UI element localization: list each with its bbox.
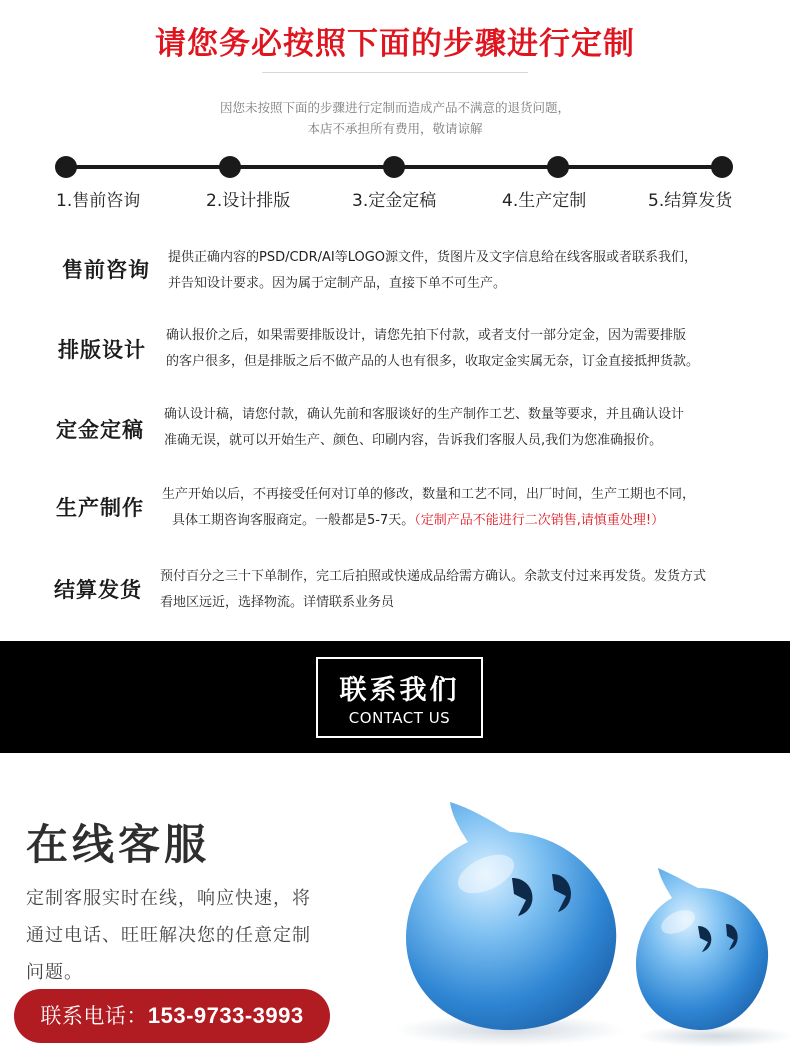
step-label-5: 5.结算发货 — [648, 191, 733, 211]
section-title-presale: 售前咨询 — [62, 258, 150, 282]
section-text: 看地区远近，选择物流。详情联系业务员 — [160, 595, 395, 610]
section-text: 生产开始以后，不再接受任何对订单的修改，数量和工艺不同，出厂时间，生产工期也不同， — [162, 487, 696, 502]
contact-us-subtitle: CONTACT US — [348, 709, 451, 727]
service-desc-line: 问题。 — [26, 962, 83, 983]
section-text: 并告知设计要求。因为属于定制产品，直接下单不可生产。 — [168, 276, 507, 291]
small-mascot-body — [636, 868, 768, 1030]
section-body-layout — [166, 323, 699, 375]
section-body-settlement — [160, 564, 706, 616]
section-body-production — [162, 482, 695, 534]
section-title-layout: 排版设计 — [58, 338, 146, 362]
refund-notice — [0, 97, 790, 139]
section-body-deposit — [164, 402, 684, 454]
contact-us-title: 联系我们 — [339, 675, 460, 706]
contact-phone-button[interactable] — [14, 989, 330, 1043]
service-desc-line: 通过电话、旺旺解决您的任意定制 — [26, 925, 311, 946]
step-label-3: 3.定金定稿 — [352, 191, 437, 211]
step-dot-4 — [547, 156, 569, 178]
phone-number: 153-9733-3993 — [147, 1003, 304, 1028]
wangwang-mascot-icon — [390, 790, 790, 1055]
step-dot-5 — [711, 156, 733, 178]
resale-warning: （定制产品不能进行二次销售,请慎重处理!） — [414, 513, 665, 528]
step-dot-1 — [55, 156, 77, 178]
section-text: 准确无误，就可以开始生产、颜色、印刷内容，告诉我们客服人员,我们为您准确报价。 — [164, 433, 663, 448]
section-title-deposit: 定金定稿 — [56, 418, 144, 442]
section-text: 提供正确内容的PSD/CDR/AI等LOGO源文件，货图片及文字信息给在线客服或者联系我们， — [168, 250, 698, 265]
online-service-description — [26, 880, 346, 991]
section-text: 具体工期咨询客服商定。一般都是5-7天。 — [172, 513, 415, 528]
refund-notice-line1: 因您未按照下面的步骤进行定制而造成产品不满意的退货问题， — [219, 100, 570, 115]
refund-notice-line2: 本店不承担所有费用，敬请谅解 — [307, 121, 483, 136]
title-divider — [262, 72, 528, 73]
section-text: 预付百分之三十下单制作，完工后拍照或快递成品给需方确认。余款支付过来再发货。发货方式 — [160, 569, 707, 584]
page-title: 请您务必按照下面的步骤进行定制 — [155, 26, 635, 62]
service-desc-line: 定制客服实时在线，响应快速，将 — [26, 888, 311, 909]
section-text: 的客户很多，但是排版之后不做产品的人也有很多，收取定金实属无奈，订金直接抵押货款。 — [166, 354, 700, 369]
big-mascot-body — [406, 802, 616, 1030]
phone-label: 联系电话： — [40, 1004, 148, 1028]
step-label-1: 1.售前咨询 — [56, 191, 141, 211]
section-body-presale — [168, 245, 697, 297]
online-service-title: 在线客服 — [26, 820, 211, 869]
section-title-production: 生产制作 — [56, 496, 144, 520]
section-title-settlement: 结算发货 — [54, 578, 142, 602]
step-dot-3 — [383, 156, 405, 178]
wangwang-mascot-illustration — [390, 790, 790, 1055]
section-text: 确认设计稿，请您付款，确认先前和客服谈好的生产制作工艺、数量等要求，并且确认设计 — [164, 407, 685, 422]
section-text: 确认报价之后，如果需要排版设计，请您先拍下付款，或者支付一部分定金，因为需要排版 — [166, 328, 687, 343]
step-label-2: 2.设计排版 — [206, 191, 291, 211]
step-dot-2 — [219, 156, 241, 178]
section-text-line2 — [162, 508, 695, 534]
step-label-4: 4.生产定制 — [502, 191, 587, 211]
